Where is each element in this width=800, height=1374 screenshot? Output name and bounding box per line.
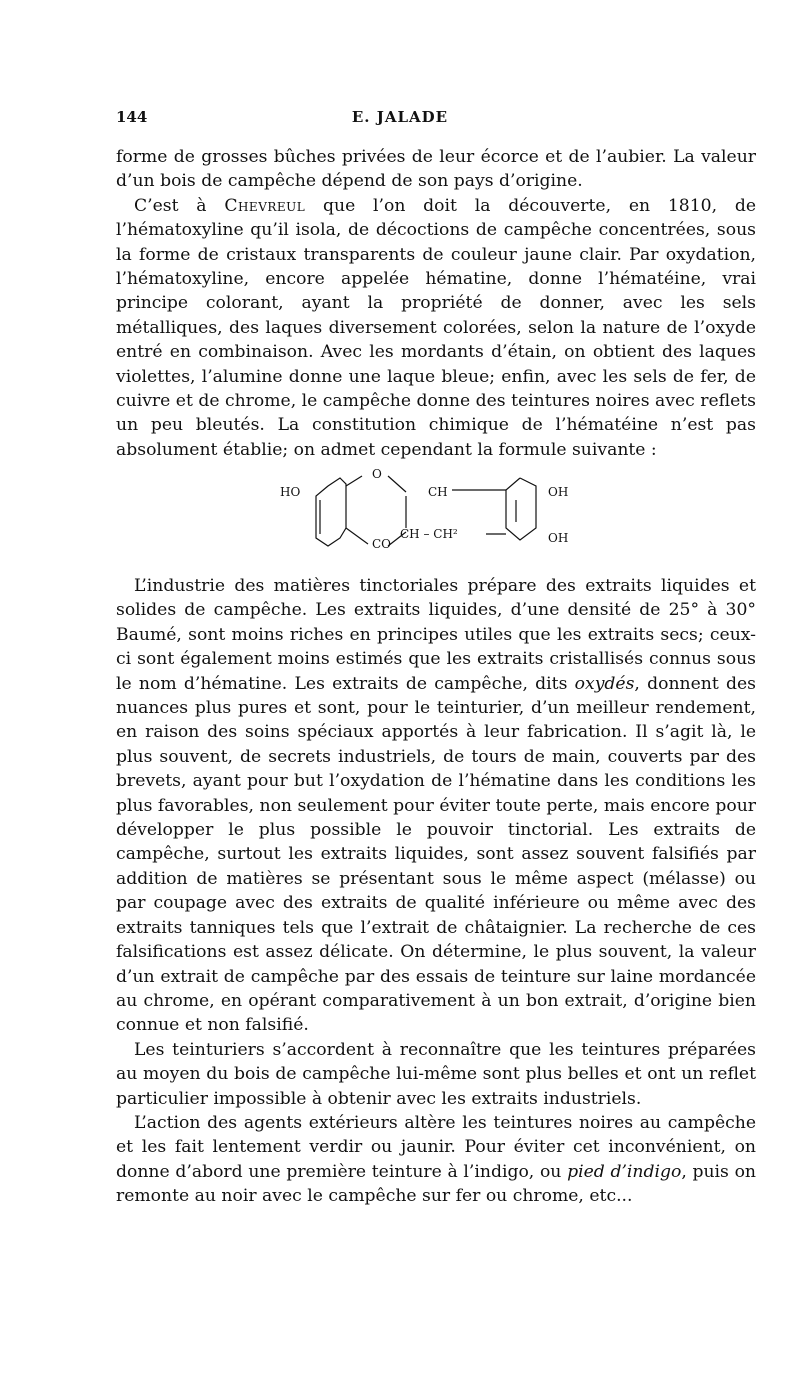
paragraph-action	[116, 1111, 756, 1209]
formula-co: CO	[372, 537, 392, 551]
paragraph-chevreul	[116, 194, 756, 462]
bond-to-o	[346, 476, 362, 486]
benzene-ring-right	[506, 478, 536, 540]
formula-oh-top: OH	[548, 485, 569, 499]
running-head: E. JALADE	[351, 108, 449, 126]
paragraph-text: L’action des agents extérieurs altère les teintures noires au campêche et les fait lentement verdir ou jaunir. Pour éviter cet inconvénient, on donne d’abord une première teinture à l’indigo, ou	[116, 1112, 756, 1182]
bond-o-ch	[388, 476, 406, 492]
author-name: Chevreul	[224, 195, 306, 216]
italic-term: pied d’indigo	[567, 1161, 682, 1182]
formula-oh-bottom: OH	[548, 531, 569, 545]
formula-ho: HO	[280, 485, 301, 499]
paragraph-continued	[116, 145, 756, 194]
structural-formula	[280, 466, 600, 566]
formula-ch-top: CH	[428, 485, 448, 499]
italic-term: oxydés	[574, 673, 635, 694]
paragraph-text: , puis on remonte au noir avec le campêche sur fer ou chrome, etc...	[116, 1161, 756, 1207]
paragraph-text: forme de grosses bûches privées de leur écorce et de l’aubier. La valeur d’un bois de campêche dépend de son pays d’origine.	[116, 147, 756, 192]
page-header	[0, 108, 800, 130]
text-block-top	[116, 145, 756, 462]
formula-ch-bottom: CH – CH²	[400, 527, 458, 541]
formula-o-top: O	[372, 467, 382, 481]
paragraph-text: que l’on doit la découverte, en 1810, de l’hématoxyline qu’il isola, de décoctions de campêche concentrées, sous la forme de cristaux transparents de couleur jaune clair. Par oxydation, l’hématoxyline, encore appelée hématine, donne l’hématéine, vrai principe colorant, ayant la propriété de donner, avec les sels métalliques, des laques diversement colorées, selon la nature de l’oxyde entré en combinaison. Avec les mordants d’étain, on obtient des laques violettes, l’alumine donne une laque bleue; enfin, avec les sels de fer, de cuivre et de chrome, le campêche donne des teintures noires avec reflets un peu bleutés. La constitution chimique de l’hématéine n’est pas absolument établie; on admet cependant la formule suivante :	[116, 195, 756, 460]
bond-ring-co	[346, 528, 368, 544]
paragraph-text: C’est à	[134, 195, 225, 216]
paragraph-text: , donnent des nuances plus pures et sont, pour le teinturier, d’un meilleur rendement, en raison des soins spéciaux apportés à leur fabrication. Il s’agit là, le plus souvent, de secrets industriels, de tours de main, couverts par des brevets, ayant pour but l’oxydation de l’hématine dans les conditions les plus favorables, non seulement pour éviter toute perte, mais encore pour développer le plus possible le pouvoir tinctorial. Les extraits de campêche, surtout les extraits liquides, sont assez souvent falsifiés par addition de matières se présentant sous le même aspect (mélasse) ou par coupage avec des extraits de qualité inférieure ou même avec des extraits tanniques tels que l’extrait de châtaignier. La recherche de ces falsifications est assez délicate. On détermine, le plus souvent, la valeur d’un extrait de campêche par des essais de teinture sur laine mordancée au chrome, en opérant comparativement à un bon extrait, d’origine bien connue et non falsifié.	[116, 673, 756, 1036]
page-number: 144	[116, 108, 148, 126]
text-block-bottom	[116, 574, 756, 1209]
paragraph-extraits	[116, 574, 756, 1038]
paragraph-text: L’industrie des matières tinctoriales prépare des extraits liquides et solides de campêche. Les extraits liquides, d’une densité de 25° à 30° Baumé, sont moins riches en principes utiles que les extraits secs; ceux-ci sont également moins estimés que les extraits cristallisés connus sous le nom d’hématine. Les extraits de campêche, dits	[116, 576, 756, 694]
paragraph-teinturiers	[116, 1038, 756, 1111]
paragraph-text: Les teinturiers s’accordent à reconnaître que les teintures préparées au moyen du bois de campêche lui-même sont plus belles et ont un reflet particulier impossible à obtenir avec les extraits industriels.	[116, 1039, 756, 1109]
